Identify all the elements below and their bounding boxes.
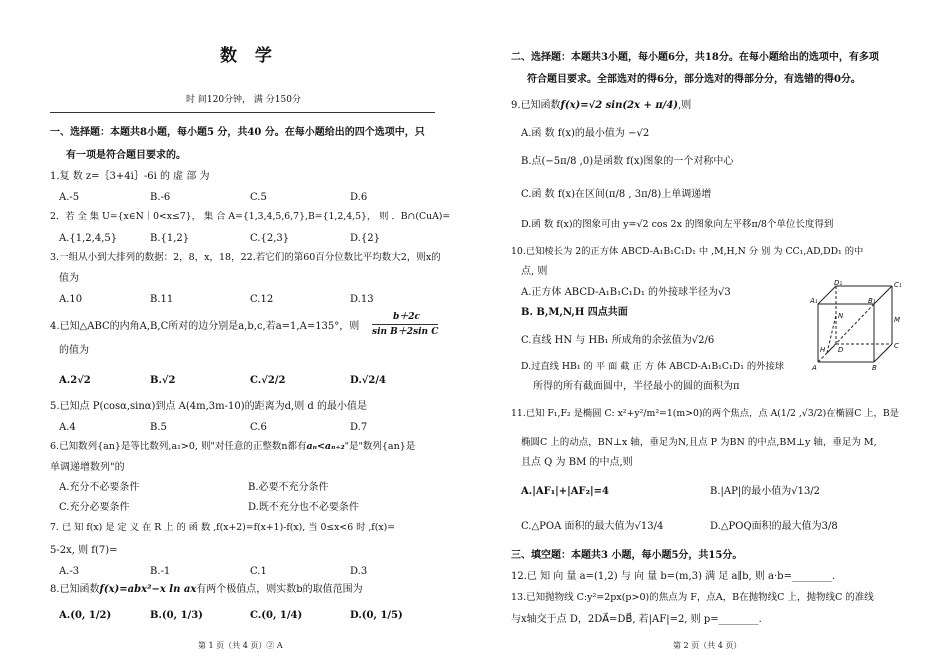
q9-option-a: A.函 数 f(x)的最小值为 −√2 (521, 128, 650, 139)
q11-stem-cont2: 且点 Q 为 BM 的中点,则 (521, 457, 633, 468)
q3-stem: 3.一组从小到大排列的数据：2，8，x，18，22.若它们的第60百分位数比平均数大2，则x的 (50, 252, 441, 263)
q10-stem: 10.已知棱长为 2的正方体 ABCD-A₁B₁C₁D₁ 中 ,M,H,N 分 别 为 CC₁,AD,DD₁ 的中 (511, 246, 864, 257)
q7-option-d: D.3 (350, 566, 368, 577)
q6-option-c: C.充分必要条件 (59, 502, 130, 513)
q6-stem-math: aₙ<aₙ₊₂ (306, 441, 345, 452)
q10-option-c: C.直线 HN 与 HB₁ 所成角的余弦值为√2/6 (521, 335, 715, 346)
q1-stem: 1.复 数 z=｛3+4i｝-6i 的 虚 部 为 (50, 171, 210, 182)
q10-option-d-cont: 所得的所有截面圆中，半径最小的圆的面积为π (533, 381, 740, 392)
section2-heading: 二、选择题：本题共3小题，每小题6分，共18分。在每小题给出的选项中，有多项 (511, 52, 879, 63)
q8-option-a: A.(0, 1/2) (59, 610, 112, 621)
q6-stem-cont: 单调递增数列"的 (50, 462, 125, 473)
q8-option-b: B.(0, 1/3) (150, 610, 203, 621)
exam-page-right (475, 0, 950, 672)
q1-option-a: A.-5 (59, 192, 80, 203)
q11-option-c: C.△POA 面积的最大值为√13/4 (521, 521, 664, 532)
q2-option-d: D.{2} (350, 233, 380, 244)
q2-option-c: C.{2,3} (250, 233, 290, 244)
q3-option-d: D.13 (350, 294, 374, 305)
q4-fraction-denominator: sin B＋2sin C (372, 327, 439, 337)
exam-title: 数 学 (220, 46, 278, 66)
label-A: A (812, 364, 817, 372)
q6-option-d: D.既不充分也不必要条件 (248, 502, 359, 513)
q7-option-a: A.-3 (59, 566, 80, 577)
page-footer-right: 第 2 页（共 4 页） (673, 641, 742, 650)
q11-option-d: D.△POQ面积的最大值为3/8 (710, 521, 838, 532)
q1-option-c: C.5 (250, 192, 267, 203)
q8-option-c: C.(0, 1/4) (250, 610, 303, 621)
q11-stem-cont: 椭圆C 上的动点，BN⊥x 轴，垂足为N,且点 P 为BN 的中点,BM⊥y 轴，垂足为 M, (521, 437, 877, 448)
q3-option-a: A.10 (59, 294, 83, 305)
q2-stem: 2．若 全 集 U={x∈N｜0<x≤7}， 集 合 A={1,3,4,5,6,7},B={1,2,4,5}， 则 ．B∩(CuA)= (50, 211, 451, 222)
q7-stem-cont: 5-2x, 则 f(7)= (50, 545, 118, 556)
q5-option-c: C.6 (250, 422, 267, 433)
section2-heading-cont: 符合题目要求。全部选对的得6分，部分选对的得部分分，有选错的得0分。 (527, 74, 861, 85)
q5-option-a: A.4 (59, 422, 76, 433)
cube-figure (810, 280, 910, 372)
q3-option-b: B.11 (150, 294, 174, 305)
q9-option-b: B.点(−5π/8 ,0)是函数 f(x)图象的一个对称中心 (521, 156, 734, 167)
q4-stem: 4.已知△ABC的内角A,B,C所对的边分别是a,b,c,若a=1,A=135°，则 (50, 321, 360, 332)
q2-option-a: A.{1,2,4,5} (59, 233, 118, 244)
title-divider (50, 112, 435, 113)
q12-stem: 12.已 知 向 量 a=(1,2) 与 向 量 b=(m,3) 满 足 a∥b, 则 a·b=________. (511, 571, 836, 582)
exam-subtitle: 时 间120分钟， 满 分150分 (186, 95, 301, 105)
q6-stem-tail: "是"数列{an}是 (344, 441, 416, 452)
q1-option-b: B.-6 (150, 192, 171, 203)
q8-stem-math: f(x)=abx²−x ln ax (99, 584, 197, 595)
label-H: H (820, 346, 826, 354)
q3-stem-cont: 值为 (59, 273, 79, 284)
q13-stem: 13.已知抛物线 C:y²=2px(p>0)的焦点为 F，点A，B在抛物线C 上，抛物线C 的准线 (511, 592, 874, 603)
q6-option-b: B.必要不充分条件 (248, 482, 329, 493)
q9-stem-tail: ,则 (678, 100, 692, 111)
q8-stem (50, 584, 363, 596)
label-C: C (894, 342, 899, 350)
q10-option-b: B. B,M,N,H 四点共面 (521, 307, 628, 318)
q9-option-c: C.函 数 f(x)在区间(π/8 , 3π/8)上单调递增 (521, 189, 712, 200)
q11-stem: 11.已知 F₁,F₂ 是椭圆 C: x²+y²/m²=1(m>0)的两个焦点，点 A(1/2 ,√3/2)在椭圆C 上，B是 (511, 408, 899, 419)
section1-heading: 一、选择题：本题共8小题，每小题5 分，共40 分。在每小题给出的四个选项中，只 (50, 127, 425, 138)
q6-stem (50, 441, 415, 453)
q4-option-c: C.√2/2 (250, 375, 286, 386)
q11-option-b: B.|AP|的最小值为√13/2 (710, 486, 821, 497)
label-A1: A₁ (810, 297, 818, 305)
label-N: N (838, 312, 844, 320)
q6-option-a: A.充分不必要条件 (59, 482, 140, 493)
q9-stem-math: f(x)=√2 sin(2x + π/4) (560, 100, 679, 111)
q7-option-c: C.1 (250, 566, 267, 577)
q10-option-a: A.正方体 ABCD-A₁B₁C₁D₁ 的外接球半径为√3 (521, 287, 731, 298)
q8-stem-text: 8.已知函数 (50, 584, 100, 595)
section3-heading: 三、填空题：本题共3 小题，每小题5分，共15分。 (511, 550, 743, 561)
q8-stem-tail: 有两个极值点，则实数b的取值范围为 (196, 584, 363, 595)
q10-option-d: D.过直线 HB₁ 的 平 面 截 正 方 体 ABCD-A₁B₁C₁D₁ 的外接球 (521, 361, 785, 372)
q4-stem-cont: 的值为 (59, 345, 89, 356)
q2-option-b: B.{1,2} (150, 233, 190, 244)
q9-stem (511, 100, 691, 112)
q4-fraction-numerator: b＋2c (393, 312, 421, 322)
q4-option-d: D.√2/4 (350, 375, 386, 386)
q1-option-d: D.6 (350, 192, 368, 203)
label-B1: B₁ (868, 297, 876, 305)
label-M: M (894, 316, 901, 324)
q6-stem-text: 6.已知数列{an}是等比数列,a₁>0, 则"对任意的正整数n都有 (50, 441, 307, 452)
section1-heading-cont: 有一项是符合题目要求的。 (66, 150, 186, 161)
q8-option-d: D.(0, 1/5) (350, 610, 403, 621)
label-D1: D₁ (834, 280, 843, 287)
q5-stem: 5.已知点 P(cosα,sinα)到点 A(4m,3m-10)的距离为d,则 d 的最小值是 (50, 401, 367, 412)
label-C1: C₁ (894, 281, 902, 289)
q4-option-b: B.√2 (150, 375, 176, 386)
q11-option-a: A.|AF₁|+|AF₂|=4 (521, 486, 609, 497)
page-footer-left: 第 1 页（共 4 页）② A (198, 641, 283, 650)
q5-option-b: B.5 (150, 422, 167, 433)
q10-stem-cont: 点, 则 (521, 266, 548, 277)
q3-option-c: C.12 (250, 294, 274, 305)
q7-option-b: B.-1 (150, 566, 171, 577)
q7-stem: 7. 已 知 f(x) 是 定 义 在 R 上 的 函 数 ,f(x+2)=f(x+1)-f(x), 当 0≤x<6 时 ,f(x)= (50, 522, 396, 533)
label-B: B (872, 364, 877, 372)
q4-option-a: A.2√2 (59, 375, 91, 386)
q5-option-d: D.7 (350, 422, 368, 433)
q13-stem-cont: 与x轴交于点 D，2DA⃗=DB⃗, 若|AF|=2, 则 p=________. (511, 614, 762, 625)
label-D: D (838, 346, 844, 354)
q9-stem-text: 9.已知函数 (511, 100, 561, 111)
q9-option-d: D.函 数 f(x)的图象可由 y=√2 cos 2x 的图象向左平移π/8个单位长度得到 (521, 219, 834, 230)
q4-fraction-bar (372, 324, 438, 325)
